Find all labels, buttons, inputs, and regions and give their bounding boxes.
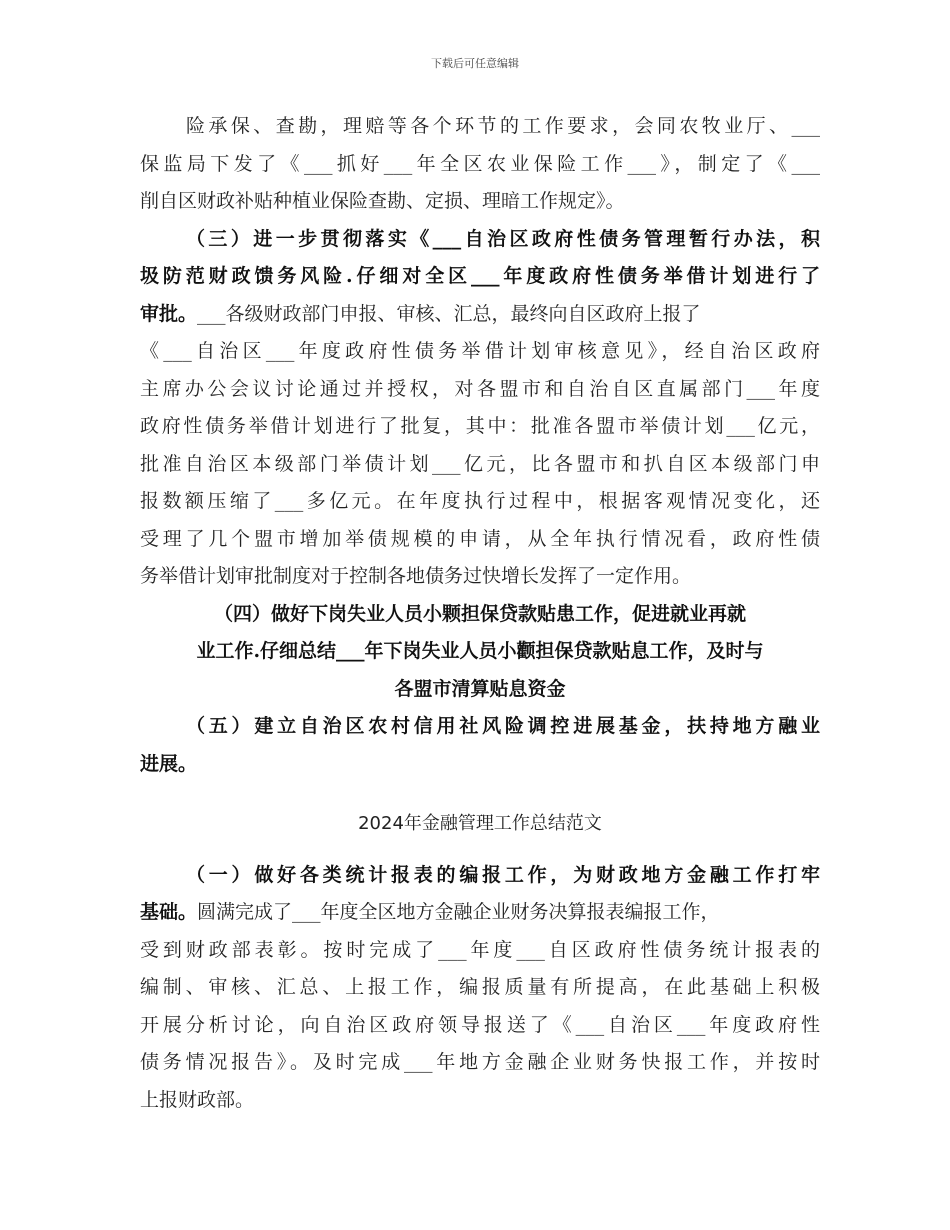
section-heading: 基础。 — [140, 901, 198, 923]
text-line: 编制、审核、汇总、上报工作，编报质量有所提高，在此基础上积极 — [140, 976, 820, 998]
document-title: 2024年金融管理工作总结范文 — [358, 813, 602, 834]
text-line: 受理了几个盟市增加举债规模的申请，从全年执行情况看，政府性债 — [140, 527, 820, 550]
text-line: 保监局下发了《___抓好___年全区农业保险工作___》，制定了《___ — [140, 152, 820, 175]
section-heading: （四）做好下岗失业人员小颗担保贷款贴患工作，促进就业再就 — [213, 602, 746, 625]
section-heading: （三）进一步贯彻落实《___自治区政府性债务管理暂行办法，积 — [186, 227, 820, 250]
section-heading: 圾防范财政馈务风险.仔细对全区___年度政府性债务举借计划进行了 — [140, 265, 820, 287]
text-line: 主席办公会议讨论通过并授权，对各盟市和自治自区直属部门___年度 — [140, 377, 820, 400]
text-line: 政府性债务举借计划进行了批复，其中：批准各盟市举债计划___亿元， — [140, 415, 820, 437]
page-header: 下载后可任意编辑 — [431, 57, 519, 70]
text-line: 开展分析讨论，向自治区政府领导报送了《___自治区___年度政府性 — [140, 1013, 820, 1036]
text-line — [140, 894, 820, 932]
text-line: 债务情况报告》。及时完成___年地方金融企业财务快报工作，并按时 — [140, 1051, 820, 1073]
section-heading: 业工作.仔细总结___年下岗失业人员小颧担保贷款贴息工作，及时与 — [196, 640, 764, 662]
spacer — [140, 783, 820, 805]
text-line: 受到财政部表彰。按时完成了___年度___自区政府性债务统计报表的 — [140, 938, 820, 961]
text-line: 务举借计划审批制度对于控制各地债务过快增长发挥了一定作用。 — [140, 565, 692, 587]
section-heading: 各盟市清算贴息资金 — [394, 677, 566, 700]
text-line — [140, 296, 820, 334]
text-span: 圆满完成了___年度全区地方金融企业财务决算报表编报工作， — [197, 901, 720, 923]
spacer — [140, 843, 820, 857]
text-span: ___各级财政部门申报、审核、汇总，最终向自区政府上报了 — [197, 302, 701, 325]
section-heading: （五）建立自治区农村信用社风险调控进展基金，扶持地方融业 — [186, 715, 820, 737]
section-heading: （一）做好各类统计报表的编报工作，为财政地方金融工作打牢 — [186, 863, 820, 886]
section-heading: 审批。 — [140, 302, 198, 325]
text-line: 报数额压缩了___多亿元。在年度执行过程中，根据客观情况变化，还 — [140, 490, 820, 512]
document-body — [140, 108, 820, 1119]
text-line: 险承保、查勘，理赔等各个环节的工作要求，会同农牧业厅、___ — [186, 115, 820, 137]
text-line: 《___自治区___年度政府性债务举借计划审核意见》，经自治区政府 — [140, 340, 820, 362]
text-line: 削自区财政补贴种植业保险查勘、定损、理暗工作规定》。 — [140, 190, 625, 212]
text-line: 上报财政部。 — [140, 1088, 255, 1111]
text-line: 批准自治区本级部门举债计划___亿元，比各盟市和扒自区本级部门申 — [140, 452, 820, 475]
section-heading: 进展。 — [140, 752, 198, 775]
